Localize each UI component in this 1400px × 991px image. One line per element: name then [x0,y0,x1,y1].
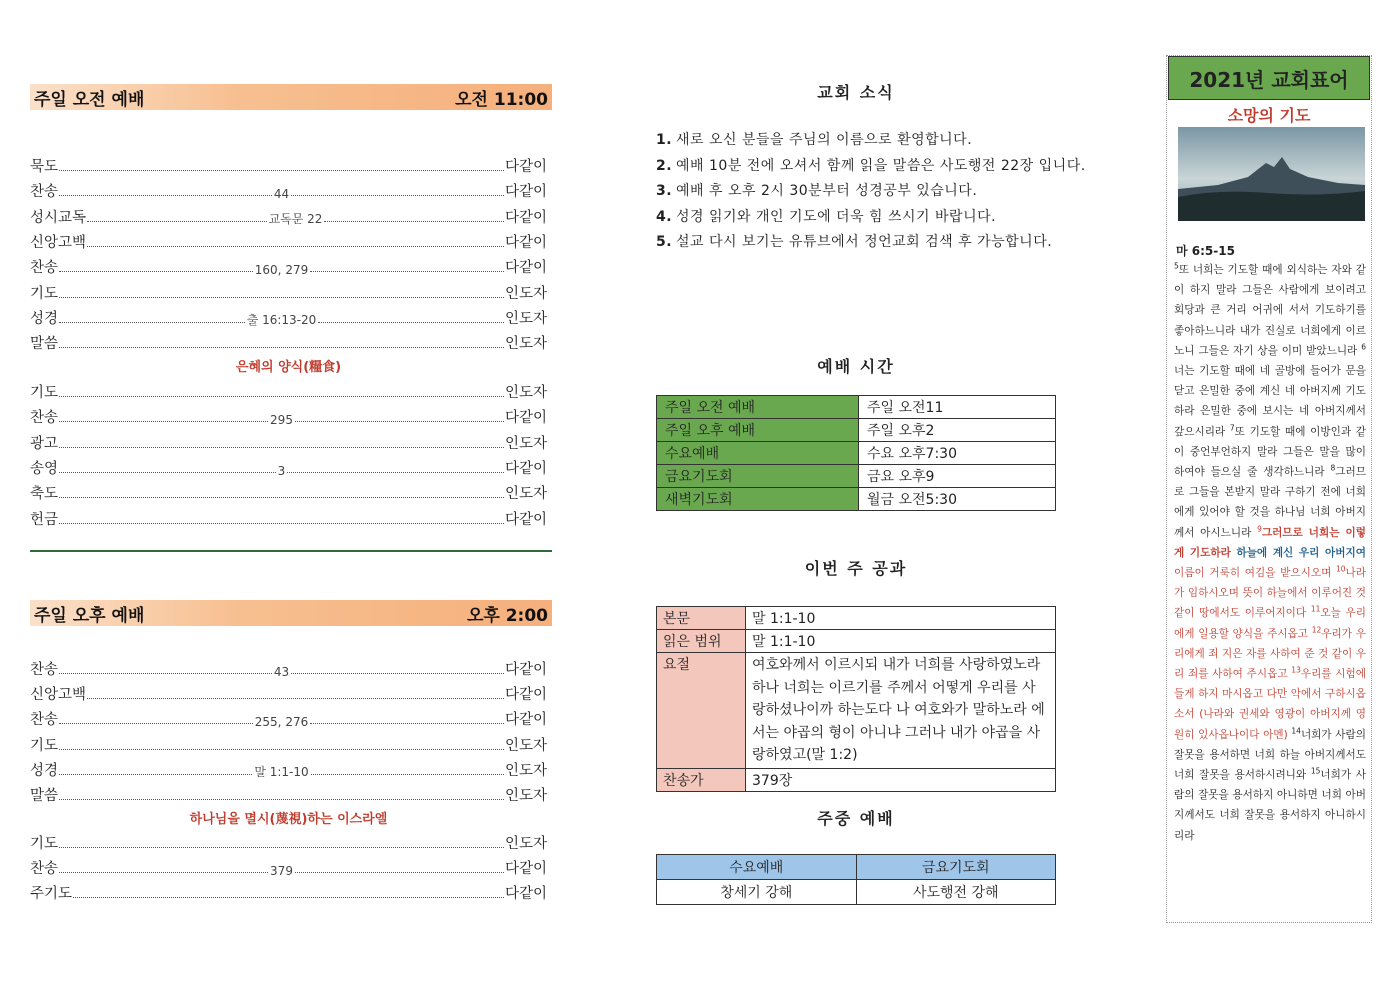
leader-dots [310,270,504,272]
order-row [30,829,547,853]
order-leader: 다같이 [504,209,547,226]
morning-service-title: 주일 오전 예배 [34,89,145,110]
order-label: 찬송 [30,861,59,878]
order-row [30,378,547,402]
leader-dots [59,321,245,323]
schedule-time: 수요 오후7:30 [859,442,1056,465]
leader-dots [59,722,253,724]
lesson-field: 찬송가 [657,768,746,791]
schedule-row [657,488,1056,511]
weekday-table [656,854,1056,905]
news-item [656,230,1086,256]
order-row [30,680,547,704]
order-row [30,304,547,328]
schedule-time: 주일 오전11 [859,396,1056,419]
order-detail: 교독문 22 [268,211,323,226]
news-number: 2. [656,157,673,174]
leader-dots [287,471,504,473]
schedule-service: 수요예배 [657,442,859,465]
news-text: 성경 읽기와 개인 기도에 더욱 힘 쓰시기 바랍니다. [676,208,997,225]
order-label: 성시교독 [30,209,87,226]
leader-dots [59,773,252,775]
lesson-row [657,768,1056,791]
order-label: 헌금 [30,511,59,528]
leader-dots [310,722,504,724]
news-number: 3. [656,183,673,199]
leader-dots [59,672,272,674]
news-text: 예배 10분 전에 오셔서 함께 읽을 말씀은 사도행전 22장 입니다. [676,157,1086,174]
lesson-value: 379장 [746,768,1056,791]
order-detail: 160, 279 [254,263,309,278]
order-leader: 다같이 [504,861,548,878]
order-leader: 다같이 [504,159,547,175]
motto-subtitle: 소망의 기도 [1227,106,1311,125]
order-detail: 3 [277,463,286,478]
leader-dots [59,169,504,171]
order-label: 말씀 [30,336,59,353]
schedule-row [657,442,1056,465]
order-leader: 인도자 [504,336,547,353]
order-label: 성경 [30,762,59,779]
weekday-header-fri: 금요기도회 [856,855,1056,880]
order-label: 기도 [30,737,59,754]
motto-scripture-ref: 마 6:5-15 [1176,244,1235,258]
order-detail: 출 16:13-20 [246,312,317,327]
lesson-row [657,630,1056,653]
order-leader: 다같이 [504,712,548,729]
news-number: 5. [656,234,673,250]
order-row [30,505,547,529]
news-text: 설교 다시 보기는 유튜브에서 정언교회 검색 후 가능합니다. [676,234,1053,250]
schedule-service: 금요기도회 [657,465,859,488]
order-leader: 다같이 [504,687,547,704]
leader-dots [59,496,504,498]
schedule-row [657,396,1056,419]
order-row [30,756,547,780]
lesson-field: 요절 [657,653,746,769]
leader-dots [59,871,268,873]
schedule-time: 주일 오후2 [859,419,1056,442]
schedule-service: 주일 오후 예배 [657,419,859,442]
leader-dots [318,321,504,323]
order-row [30,152,547,176]
schedule-time: 월금 오전5:30 [859,488,1056,511]
order-leader: 인도자 [504,486,547,503]
order-label: 찬송 [30,184,59,201]
leader-dots [87,697,504,699]
lesson-field: 읽은 범위 [657,630,746,653]
schedule-service: 주일 오전 예배 [657,396,859,419]
lesson-table [656,606,1056,792]
leader-dots [59,270,253,272]
order-leader: 다같이 [504,460,547,477]
news-item [656,128,1086,154]
leader-dots [87,245,504,247]
leader-dots [291,194,504,196]
schedule-row [657,465,1056,488]
morning-service-time: 오전 11:00 [455,89,548,110]
order-leader: 다같이 [504,511,547,528]
leader-dots [59,471,276,473]
order-row [30,781,547,805]
schedule-table [656,395,1056,511]
order-label: 기도 [30,285,59,302]
lesson-field: 본문 [657,607,746,630]
order-row [30,655,547,679]
order-detail: 44 [273,187,290,202]
schedule-service: 새벽기도회 [657,488,859,511]
order-leader: 인도자 [504,836,547,852]
weekday-value-wed: 창세기 강해 [657,880,857,905]
leader-dots [324,220,504,222]
lesson-title: 이번 주 공과 [804,559,908,578]
order-detail: 255, 276 [254,715,309,730]
news-list [656,128,1086,256]
order-detail: 295 [270,413,293,428]
order-row [30,329,547,353]
order-label: 신앙고백 [30,234,87,251]
leader-dots [59,846,504,848]
order-row [30,203,547,227]
leader-dots [295,420,504,422]
lesson-row [657,653,1056,769]
news-item [656,205,1086,231]
order-label: 기도 [30,836,59,852]
order-leader: 다같이 [504,886,547,903]
order-label: 말씀 [30,788,59,804]
order-leader: 다같이 [504,234,547,251]
weekday-value-fri: 사도행전 강해 [856,880,1056,905]
order-row [30,177,547,201]
order-row [30,731,547,755]
order-label: 찬송 [30,712,59,729]
schedule-time: 금요 오후9 [859,465,1056,488]
leader-dots [59,395,504,397]
leader-dots [59,798,504,800]
order-leader: 인도자 [504,285,547,302]
leader-dots [291,672,504,674]
schedule-row [657,419,1056,442]
order-label: 기도 [30,385,59,401]
order-detail: 말 1:1-10 [254,764,309,779]
leader-dots [73,896,504,898]
schedule-title: 예배 시간 [817,357,895,376]
sermon-title: 은혜의 양식(糧食) [235,360,342,375]
order-label: 주기도 [30,886,73,903]
afternoon-service-header [30,600,552,626]
leader-dots [59,346,504,348]
news-text: 새로 오신 분들을 주님의 이름으로 환영합니다. [676,132,973,148]
news-title: 교회 소식 [817,83,895,102]
order-label: 찬송 [30,662,59,678]
order-row [30,403,547,427]
order-row [30,705,547,729]
order-row [30,454,547,478]
order-detail: 379 [270,864,293,879]
order-detail: 43 [273,665,290,679]
order-row [30,479,547,503]
order-row [30,879,547,903]
news-text: 예배 후 오후 2시 30분부터 성경공부 있습니다. [676,183,978,199]
lesson-row [657,607,1056,630]
order-leader: 다같이 [504,662,548,678]
leader-dots [59,522,504,524]
order-leader: 인도자 [504,310,548,327]
motto-title: 2021년 교회표어 [1168,56,1370,100]
order-label: 성경 [30,310,59,327]
news-number: 4. [656,208,673,225]
order-leader: 다같이 [504,410,548,427]
leader-dots [59,446,504,448]
leader-dots [59,194,272,196]
order-leader: 다같이 [504,260,548,277]
order-leader: 다같이 [504,184,548,201]
order-label: 송영 [30,460,59,477]
order-label: 찬송 [30,260,59,277]
order-label: 축도 [30,486,59,503]
sermon-title: 하나님을 멸시(蔑視)하는 이스라엘 [189,812,388,827]
order-leader: 인도자 [504,737,547,754]
order-leader: 인도자 [504,788,547,804]
order-row [30,228,547,252]
order-label: 찬송 [30,410,59,427]
lesson-value: 말 1:1-10 [746,607,1056,630]
order-label: 광고 [30,435,59,452]
order-row [30,253,547,277]
order-leader: 인도자 [504,385,547,401]
section-divider [30,550,552,552]
order-leader: 인도자 [504,435,547,452]
order-leader: 인도자 [504,762,547,779]
leader-dots [311,773,504,775]
weekday-title: 주중 예배 [817,809,895,828]
motto-scripture-text: $^5$또 너희는 기도할 때에 외식하는 자와 같이 하지 말라 그들은 사람에게 보이려고 회당과 큰 거리 어귀에 서서 기도하기를 좋아하느니라 내가 진실로 너희에게 이르노니 그들은 자기 상을 이미 받았느니라 $^6$너는 기도할 때에 네 골방에 들어가 문을 닫고 은밀한 중에 계신 네 아버지께 기도하라 은밀한 중에 보시는 네 아버지께서 갚으시리라 $^7$또 기도할 때에 이방인과 같이 중언부언하지 말라 그들은 말을 많이 하여야 들으실 줄 생각하느니라 $^8$그러므로 그들을 본받지 말라 구하기 전에 너희에게 있어야 할 것을 하나님 너희 아버지께서 아시느니라 $^9$그러므로 너희는 이렇게 기도하라 하늘에 계신 우리 아버지여 이름이 거룩히 여김을 받으시오며 $^{10}$나라가 임하시오며 뜻이 하늘에서 이루어진 것 같이 땅에서도 이루어지이다 $^{11}$오늘 우리에게 일용할 양식을 주시옵고 $^{12}$우리가 우리에게 죄 지은 자를 사하여 준 것 같이 우리 죄를 사하여 주시옵고 $^{13}$우리를 시험에 들게 하지 마시옵고 다만 악에서 구하시옵소서 (나라와 권세와 영광이 아버지께 영원히 있사옵나이다 아멘) $^{14}$너희가 사람의 잘못을 용서하면 너희 하늘 아버지께서도 너희 잘못을 용서하시려니와 $^{15}$너희가 사람의 잘못을 용서하지 아니하면 너희 아버지께서도 너희 잘못을 용서하지 아니하시리라 [1174,261,1367,842]
lesson-value: 말 1:1-10 [746,630,1056,653]
news-number: 1. [656,132,673,148]
leader-dots [59,420,268,422]
order-row [30,429,547,453]
leader-dots [59,296,504,298]
news-item [656,179,1086,205]
leader-dots [87,220,267,222]
news-item [656,154,1086,180]
afternoon-service-title: 주일 오후 예배 [34,605,145,626]
afternoon-service-time: 오후 2:00 [466,605,548,626]
morning-service-header [30,84,552,110]
order-label: 묵도 [30,159,59,175]
order-row [30,854,547,878]
mountain-landscape-image [1178,127,1365,221]
order-row [30,279,547,303]
order-label: 신앙고백 [30,687,87,704]
weekday-header-wed: 수요예배 [657,855,857,880]
leader-dots [295,871,504,873]
lesson-value: 여호와께서 이르시되 내가 너희를 사랑하였노라 하나 너희는 이르기를 주께서 어떻게 우리를 사랑하셨나이까 하는도다 나 여호와가 말하노라 에서는 야곱의 형이 아니냐 그러나 내가 야곱을 사랑하였고(말 1:2) [746,653,1056,769]
leader-dots [59,748,504,750]
